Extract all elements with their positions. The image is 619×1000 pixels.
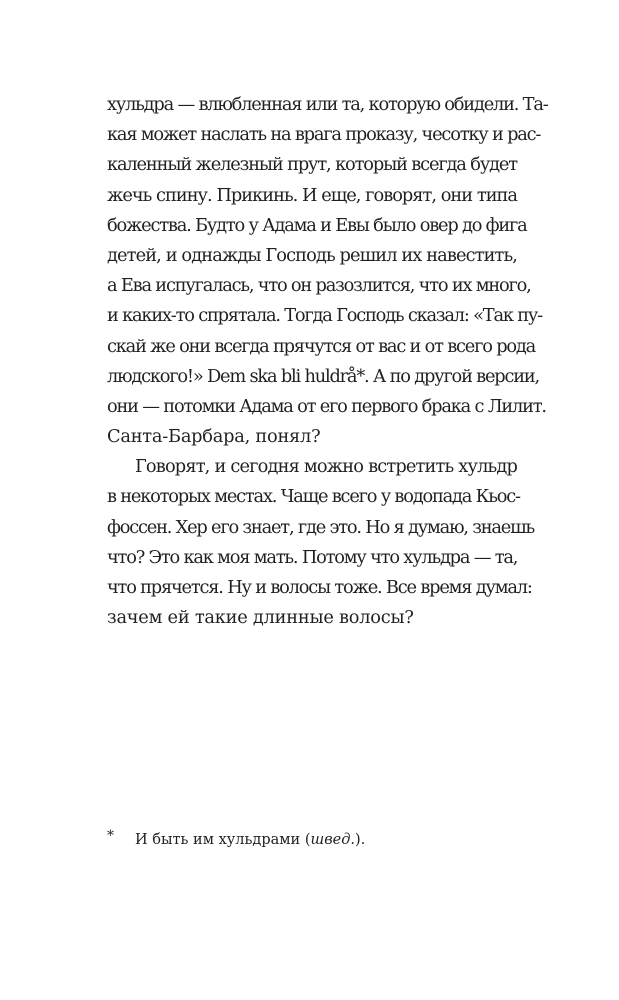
text-line: каленный железный прут, который всегда будет (107, 154, 517, 176)
paragraph-2 (107, 452, 534, 633)
text-line: скай же они всегда прячутся от вас и от всего рода (107, 335, 536, 357)
text-line: детей, и однажды Господь решил их навестить, (107, 244, 517, 266)
text-line: Говорят, и сегодня можно встретить хульдр (135, 456, 517, 478)
text-line: в некоторых местах. Чаще всего у водопада Кьос- (107, 486, 520, 508)
footnote-marker: * (107, 828, 114, 844)
text-line: Санта-Барбара, понял? (107, 426, 321, 448)
text-line: хульдра — влюбленная или та, которую обидели. Та- (107, 94, 548, 115)
text-line: и каких-то спрятала. Тогда Господь сказал: «Так пу- (107, 305, 542, 327)
text-line: что? Это как моя мать. Потому что хульдра — та, (107, 546, 518, 568)
footnote-text (135, 828, 365, 852)
text-line: фоссен. Хер его знает, где это. Но я думаю, знаешь (107, 516, 534, 538)
paragraph-1 (107, 90, 548, 452)
text-line: божества. Будто у Адама и Евы было овер до фига (107, 214, 527, 236)
text-line: они — потомки Адама от его первого брака с Лилит. (107, 395, 546, 417)
footnote-text-after: ). (355, 832, 366, 848)
text-line: что прячется. Ну и волосы тоже. Все время думал: (107, 577, 532, 598)
text-line: жечь спину. Прикинь. И еще, говорят, они типа (107, 184, 517, 206)
text-line: зачем ей такие длинные волосы? (107, 607, 414, 629)
footnote-text-before: И быть им хульдрами ( (135, 832, 311, 848)
text-line: кая может наслать на врага проказу, чесотку и рас- (107, 124, 541, 146)
footnote-italic: швед. (310, 832, 356, 848)
footnote (107, 828, 517, 852)
main-text (107, 90, 548, 633)
text-line: а Ева испугалась, что он разозлится, что их много, (107, 275, 531, 297)
text-line: людского!» Dem ska bli huldrå*. А по другой версии, (107, 365, 539, 387)
